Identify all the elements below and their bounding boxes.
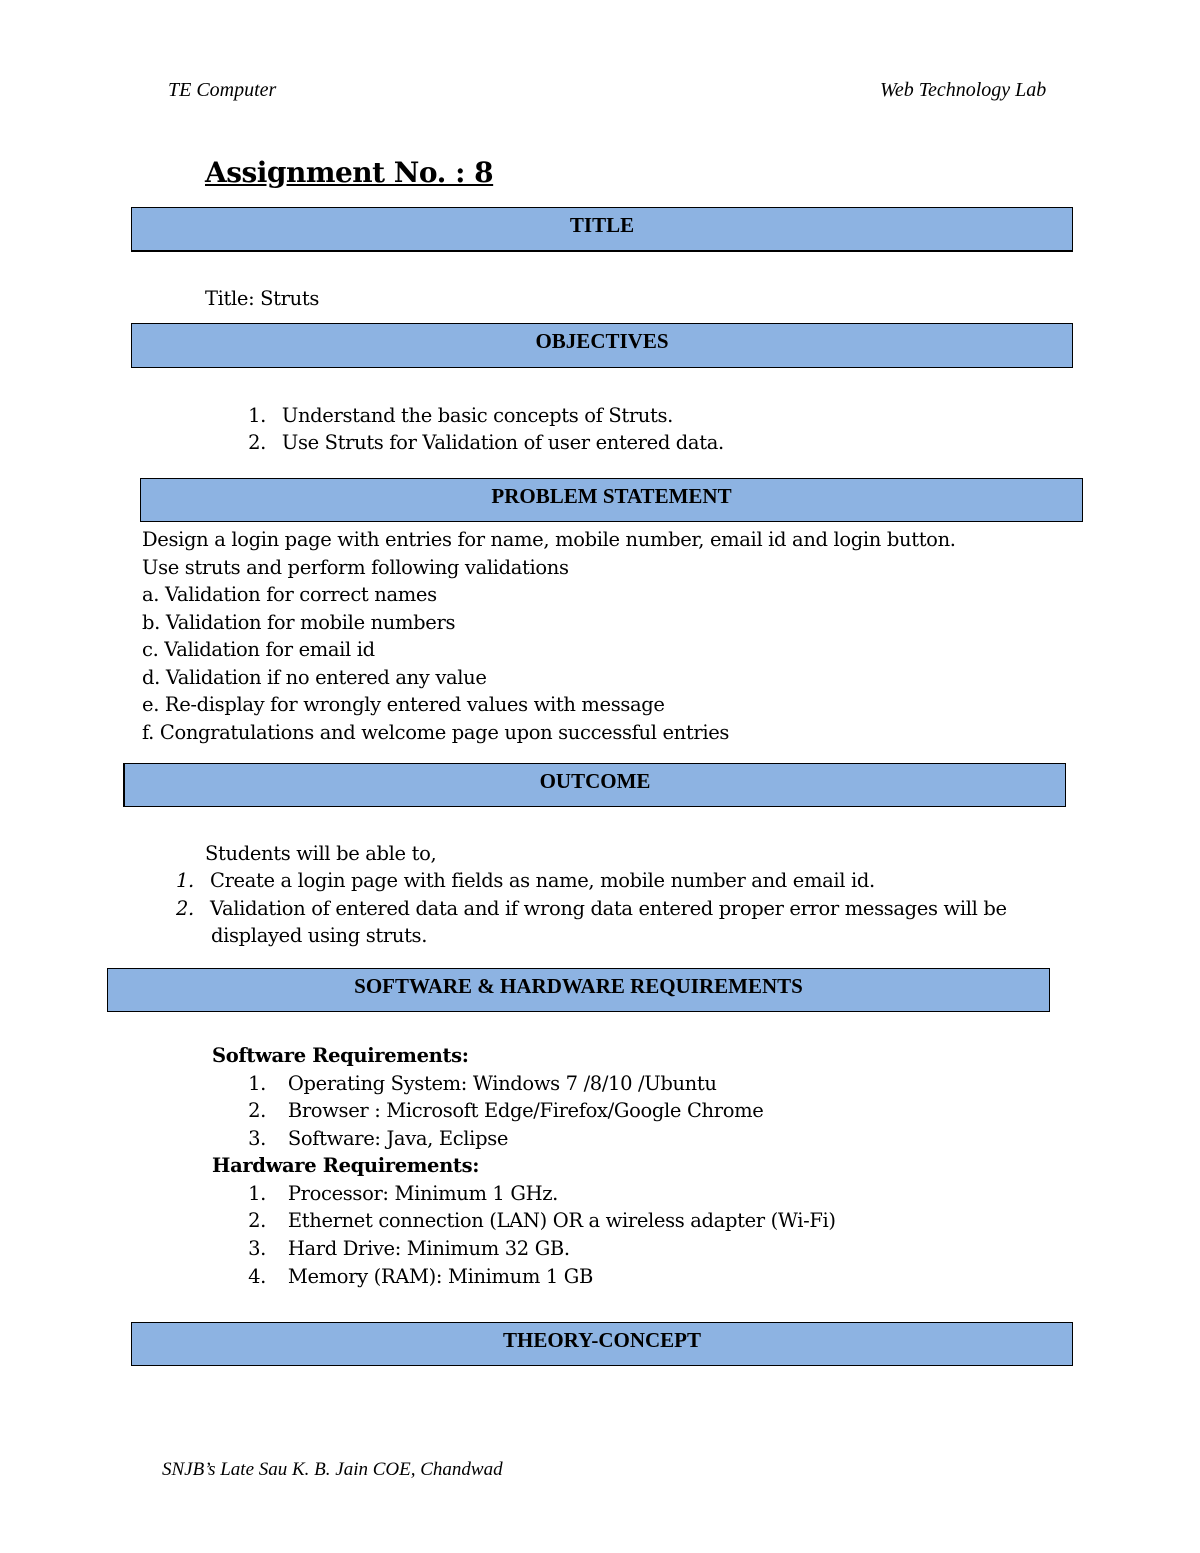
footer-text: SNJB’s Late Sau K. B. Jain COE, Chandwad	[162, 1459, 503, 1480]
outcome-intro: Students will be able to,	[205, 842, 437, 865]
problem-line: e. Re-display for wrongly entered values with message	[142, 693, 665, 716]
problem-line: Use struts and perform following validations	[142, 556, 569, 579]
section-problem-label: PROBLEM STATEMENT	[491, 484, 732, 508]
section-problem-bar	[140, 478, 1083, 522]
section-outcome-label: OUTCOME	[539, 769, 651, 793]
section-requirements-label: SOFTWARE & HARDWARE REQUIREMENTS	[354, 974, 803, 998]
header-left: TE Computer	[168, 79, 277, 101]
hardware-item	[230, 1180, 558, 1208]
outcome-text: Create a login page with fields as name, mobile number and email id.	[210, 869, 875, 892]
list-number: 3.	[248, 1127, 266, 1150]
list-number: 1.	[248, 404, 266, 427]
section-objectives-label: OBJECTIVES	[535, 329, 669, 353]
list-number: 1.	[248, 1072, 266, 1095]
section-title-bar	[131, 207, 1073, 252]
assignment-heading: Assignment No. : 8	[205, 156, 494, 189]
section-theory-bar	[131, 1322, 1073, 1366]
problem-line: Design a login page with entries for name, mobile number, email id and login button.	[142, 528, 956, 551]
list-number: 4.	[248, 1265, 266, 1288]
hardware-item	[230, 1207, 836, 1235]
problem-line: a. Validation for correct names	[142, 583, 437, 606]
section-theory-label: THEORY-CONCEPT	[502, 1328, 701, 1352]
list-number: 1.	[248, 1182, 266, 1205]
objective-item	[230, 402, 673, 430]
hardware-text: Ethernet connection (LAN) OR a wireless adapter (Wi-Fi)	[287, 1209, 836, 1232]
problem-line: b. Validation for mobile numbers	[142, 611, 456, 634]
title-line: Title: Struts	[205, 287, 319, 310]
problem-line: f. Congratulations and welcome page upon successful entries	[142, 721, 730, 744]
section-requirements-bar	[107, 968, 1050, 1012]
software-item	[230, 1070, 717, 1098]
list-number: 3.	[248, 1237, 266, 1260]
section-objectives-bar	[131, 323, 1073, 368]
section-title-label: TITLE	[569, 213, 635, 237]
list-number: 2.	[248, 1099, 266, 1122]
list-number: 2.	[248, 1209, 266, 1232]
problem-line: c. Validation for email id	[142, 638, 375, 661]
header-right: Web Technology Lab	[880, 79, 1047, 101]
hardware-text: Hard Drive: Minimum 32 GB.	[287, 1237, 570, 1260]
list-number: 2.	[248, 431, 266, 454]
outcome-item	[176, 895, 1007, 923]
problem-line: d. Validation if no entered any value	[142, 666, 487, 689]
hardware-item	[230, 1235, 570, 1263]
section-outcome-bar	[123, 763, 1066, 807]
objective-text: Understand the basic concepts of Struts.	[281, 404, 673, 427]
list-number: 1.	[176, 869, 194, 892]
objective-item	[230, 429, 724, 457]
software-text: Browser : Microsoft Edge/Firefox/Google Chrome	[287, 1099, 764, 1122]
outcome-text-continued: displayed using struts.	[211, 924, 428, 947]
software-heading: Software Requirements:	[212, 1044, 469, 1067]
hardware-heading: Hardware Requirements:	[212, 1154, 480, 1177]
objective-text: Use Struts for Validation of user entered data.	[281, 431, 724, 454]
software-text: Operating System: Windows 7 /8/10 /Ubuntu	[287, 1072, 717, 1095]
list-number: 2.	[176, 897, 194, 920]
hardware-item	[230, 1263, 593, 1291]
hardware-text: Processor: Minimum 1 GHz.	[287, 1182, 558, 1205]
hardware-text: Memory (RAM): Minimum 1 GB	[287, 1265, 593, 1288]
software-item	[230, 1125, 508, 1153]
software-text: Software: Java, Eclipse	[287, 1127, 509, 1150]
outcome-text: Validation of entered data and if wrong data entered proper error messages will be	[210, 897, 1007, 920]
outcome-item	[176, 867, 875, 895]
software-item	[230, 1097, 763, 1125]
